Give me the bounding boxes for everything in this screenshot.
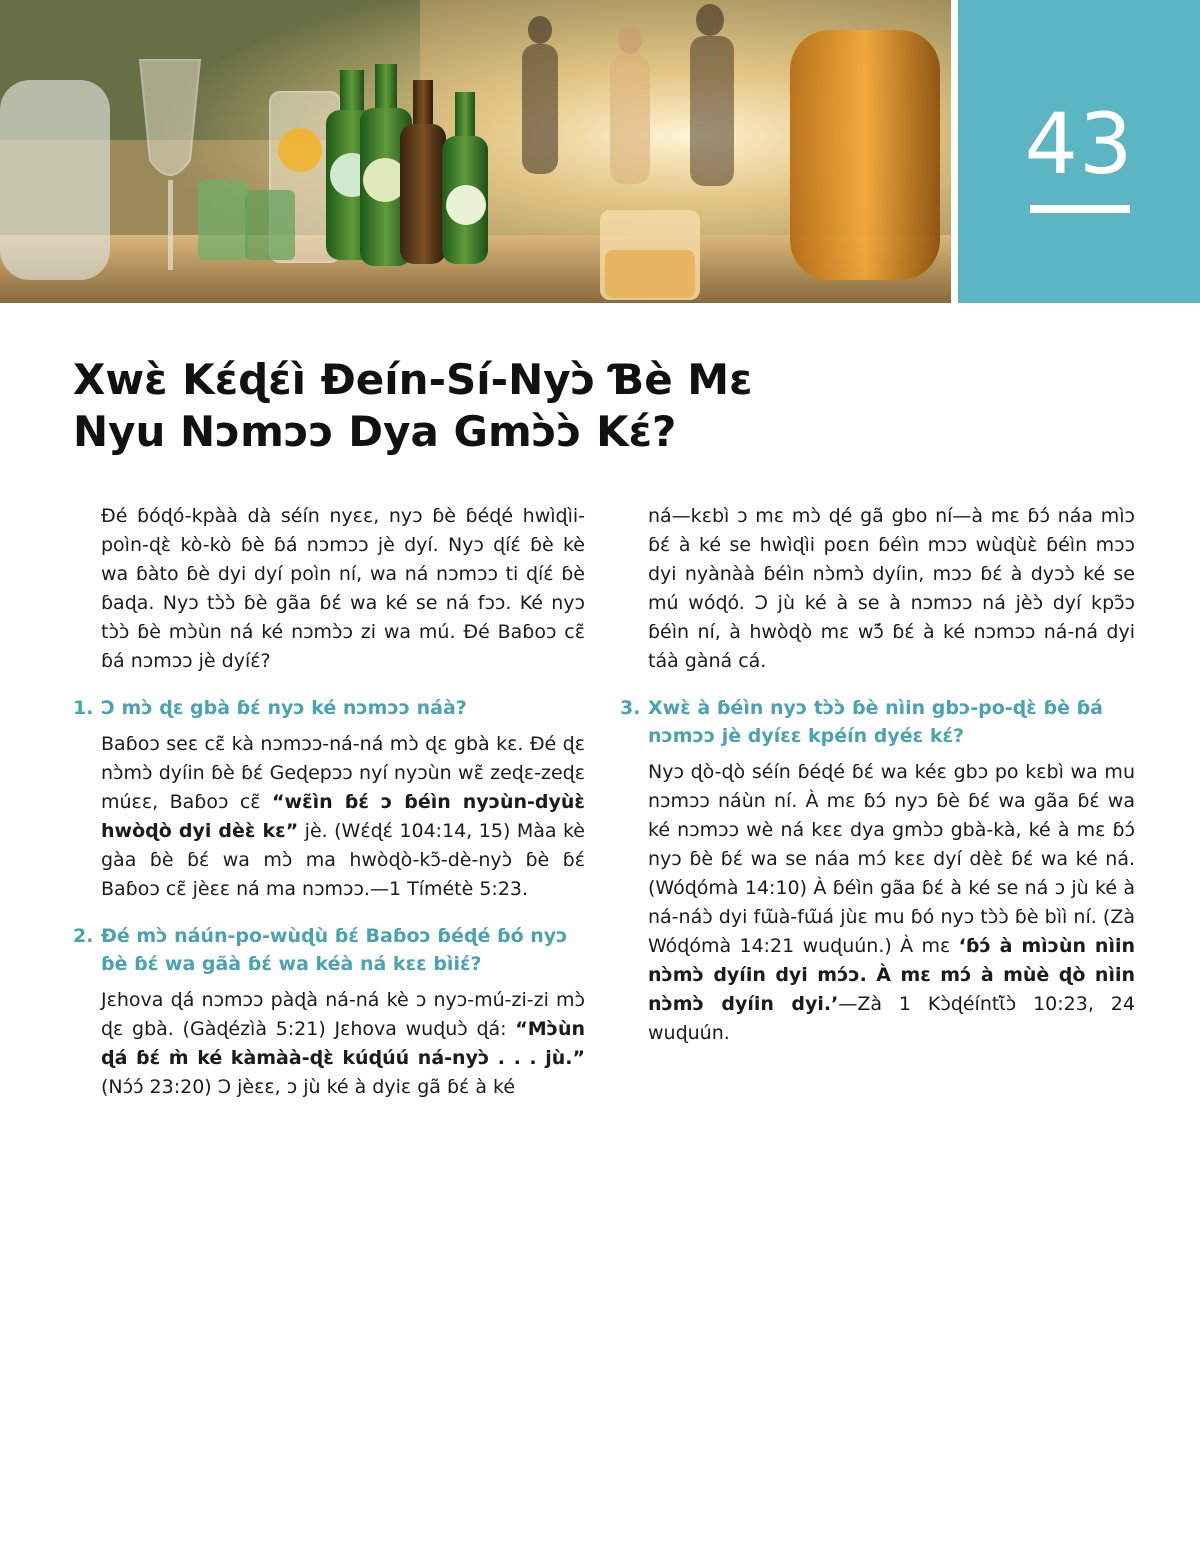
question-1-number: 1.	[73, 697, 94, 719]
answer-2-text-a: Jɛhova ɖá nɔmɔɔ pàɖà ná-ná kè ɔ nyɔ-mú-zi-zi mɔ̀ ɖɛ gbà. (Gàɖézìà 5:21) Jɛhova wuɖuɔ̀ ɖá:	[101, 989, 585, 1040]
question-2-number: 2.	[73, 925, 94, 947]
lesson-number: 43	[1024, 95, 1134, 193]
answer-1-text-a: Baɓoɔ seɛ cɛ̃ kà nɔmɔɔ-ná-ná mɔ̀ ɖɛ gbà kɛ. Ɖé ɖɛ nɔ̀mɔ̀ dyíin ɓè ɓɛ́ Geɖepɔɔ nyí nyɔùn wɛ̃ zeɖɛ-zeɖɛ múɛɛ, Baɓoɔ cɛ̃	[101, 733, 585, 813]
left-column	[73, 502, 585, 1102]
answer-3-paragraph	[620, 758, 1135, 1048]
answer-3-text-a: Nyɔ ɖò-ɖò séín ɓéɖé ɓɛ́ wa kéɛ gbɔ po kɛbì wa mu nɔmɔɔ náùn ní. À mɛ ɓɔ́ nyɔ ɓè ɓɛ́ wa gãa ɓɛ́ wa ké nɔmɔɔ wè ná kɛɛ dya gmɔ̀ɔ gbà-kà, ké à mɛ ɓɔ́ nyɔ ɓè ɓɛ́ wa se náa mɔ́ kɛɛ dyí dèɛ̀ ɓɛ́ wa ké ná. (Wóɖómà 14:10) À ɓéìn gãa ɓɛ́ à ké se ná ɔ jù ké à ná-náɔ̀ dyi fɯ̃à-fɯ̃á jùɛ mu ɓó nyɔ tɔ̀ɔ̀ ɓè bìì ní. (Zà Wóɖómà 14:21 wuɖuún.) À mɛ	[648, 761, 1135, 957]
lesson-number-box	[958, 0, 1200, 303]
page-title-line-2: Nyu Nɔmɔɔ Dya Gmɔ̀ɔ̀ Kɛ́?	[73, 407, 677, 456]
page-title-line-1: Xwɛ̀ Kɛ́ɖɛ́ì Ɖeín-Sí-Nyɔ̀ Ɓè Mɛ	[73, 355, 753, 404]
question-1-text: Ɔ mɔ̀ ɖɛ gbà ɓɛ́ nyɔ ké nɔmɔɔ náà?	[101, 697, 467, 719]
lesson-number-underline	[1030, 205, 1130, 213]
page-title	[73, 354, 973, 458]
answer-2-continued: ná—kɛbì ɔ mɛ mɔ̀ ɖé gã gbo ní—à mɛ ɓɔ́ náa mìɔ ɓɛ́ à ké se hwìɖìi poɛn ɓéìn mɔɔ wùɖùɛ̀ ɓéìn mɔɔ dyi nyànàà ɓéìn nɔ̀mɔ̀ dyíin, mɔɔ ɓɛ́ à dyɔɔ̀ ké se mú wóɖó. Ɔ jù ké à se à nɔmɔɔ ná jèɔ̀ dyí kpɔ̃ɔ ɓéìn ní, à hwòɖò mɛ wɔ̃́ ɓɛ́ à ké nɔmɔɔ ná-ná dyi táà gàná cá.	[648, 505, 1135, 672]
question-2-heading	[73, 922, 585, 978]
question-2-text: Ɖé mɔ̀ náún-po-wùɖù ɓɛ́ Baɓoɔ ɓéɖé ɓó nyɔ ɓè ɓɛ́ wa gãà ɓɛ́ wa kéà ná kɛɛ bìiɛ́?	[101, 925, 568, 975]
right-column	[620, 502, 1135, 1048]
question-3-text: Xwɛ̀ à ɓéìn nyɔ tɔ̀ɔ̀ ɓè nìin gbɔ-po-ɖɛ̀ ɓè ɓá nɔmɔɔ jè dyíɛɛ kpéín dyéɛ kɛ́?	[648, 697, 1103, 747]
question-1-heading	[73, 694, 585, 722]
party-drinks-photo-icon	[0, 0, 951, 303]
answer-1-paragraph	[73, 730, 585, 904]
answer-3-scripture-quote: ‘ɓɔ́ à mìɔùn nìin nɔ̀mɔ̀ dyíin dyi mɔ́ɔ. À mɛ mɔ́ à mùè ɖò nìin nɔ̀mɔ̀ dyíin dyi.’	[648, 935, 1135, 1015]
question-3-number: 3.	[620, 697, 641, 719]
answer-2-paragraph	[73, 986, 585, 1102]
intro-paragraph: Ɖé ɓóɖó-kpàà dà séín nyɛɛ, nyɔ ɓè ɓéɖé hwìɖìi-poìn-ɖɛ̀ kò-kò ɓè ɓá nɔmɔɔ jè dyí. Nyɔ ɖíɛ́ ɓè kè wa ɓàto ɓè dyi dyí poìn ní, wa ná nɔmɔɔ ti ɖíɛ́ ɓè ɓaɖa. Nyɔ tɔ̀ɔ̀ ɓè gãa ɓɛ́ wa ké se ná fɔɔ. Ké nyɔ tɔ̀ɔ̀ ɓè mɔ̀ùn ná ké nɔmɔ̀ɔ zi wa mú. Ɖé Baɓoɔ cɛ̃ ɓá nɔmɔɔ jè dyíɛ́?	[101, 505, 585, 672]
answer-2-scripture-quote: “Mɔ̀ùn ɖá ɓɛ́ m̀ ké kàmàà-ɖɛ̀ kúɖúú ná-nyɔ̀ . . . jù.”	[101, 1018, 585, 1069]
answer-1-text-b: jè. (Wɛ́ɖɛ́ 104:14, 15) Màa kè gàa ɓè ɓɛ́ wa mɔ̀ ma hwòɖò-kɔ̃-dè-nyɔ̀ ɓè ɓɛ́ Baɓoɔ cɛ̃ jèɛɛ ná ma nɔmɔɔ.—1 Tímétè 5:23.	[101, 820, 585, 900]
hero-photo	[0, 0, 951, 303]
answer-1-scripture-quote: “wɛ̃ìn ɓɛ́ ɔ ɓéìn nyɔùn-dyùɛ̀ hwòɖò dyi dèɛ̀ kɛ”	[101, 791, 585, 842]
question-3-heading	[620, 694, 1135, 750]
answer-2-text-b: (Nɔ́ɔ́ 23:20) Ɔ jèɛɛ, ɔ jù ké à dyiɛ gã ɓɛ́ à ké	[101, 1076, 516, 1098]
answer-3-text-b: —Zà 1 Kɔ̀ɖéíntɩ̃̀ɔ̀ 10:23, 24 wuɖuún.	[648, 993, 1135, 1044]
